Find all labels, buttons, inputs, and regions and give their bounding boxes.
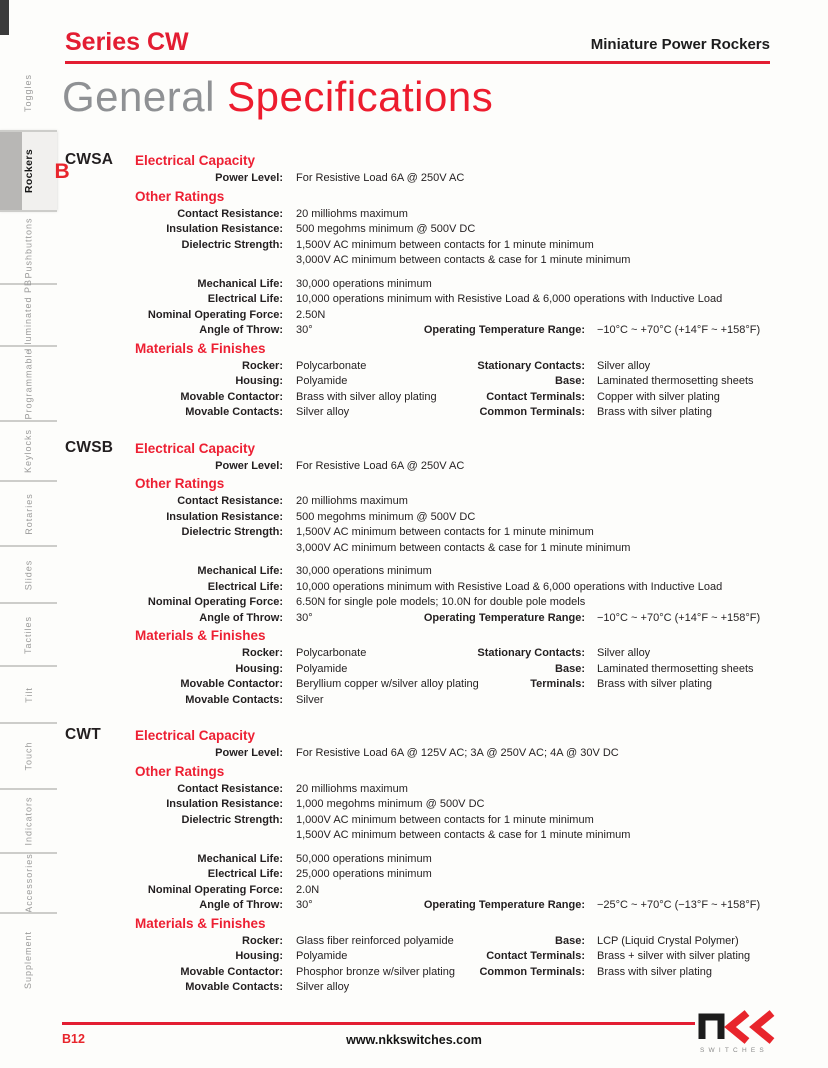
- spec-row: [57, 459, 828, 475]
- page-edge-mark: [0, 0, 9, 35]
- spec-label: [57, 541, 283, 557]
- spec-label: Angle of Throw:: [199, 324, 283, 336]
- spec-value: Silver alloy: [296, 981, 350, 993]
- sidebar-item-rockers[interactable]: [0, 130, 70, 210]
- gap: [283, 253, 296, 269]
- spec-pair: [296, 390, 585, 406]
- spec-value: Polycarbonate: [296, 647, 367, 659]
- spec-label: Terminals:: [530, 678, 585, 690]
- spec-label: Housing:: [235, 375, 283, 387]
- spec-label: Movable Contacts:: [185, 406, 283, 418]
- spec-label: Electrical Life:: [207, 868, 283, 880]
- spec-label: Dielectric Strength:: [181, 238, 283, 251]
- spec-label: Dielectric Strength:: [181, 813, 283, 826]
- spec-value: 1,500V AC minimum between contacts & case for 1 minute minimum: [296, 829, 631, 841]
- spec-label: Insulation Resistance:: [166, 223, 283, 235]
- spec-value: Brass + silver with silver plating: [597, 950, 751, 962]
- spec-label: Housing:: [235, 662, 283, 675]
- spec-value: Copper with silver plating: [597, 390, 720, 403]
- spec-row: [57, 405, 828, 421]
- spec-value: 1,500V AC minimum between contacts for 1 minute minimum: [296, 526, 594, 538]
- series-title: Series CW: [65, 28, 189, 56]
- spec-row: [57, 949, 828, 965]
- spec-value: 25,000 operations minimum: [296, 868, 432, 880]
- spec-row: [57, 646, 828, 662]
- spec-row: [57, 883, 828, 899]
- subsection-heading: Materials & Finishes: [135, 340, 266, 356]
- spec-label: Dielectric Strength:: [181, 526, 283, 538]
- spec-value: 30°: [296, 611, 313, 624]
- sidebar-item-label: Keylocks: [23, 428, 34, 474]
- gap: [585, 677, 597, 693]
- spec-row: [57, 980, 828, 996]
- spec-row: [57, 238, 828, 254]
- sidebar-item-accessories[interactable]: [0, 852, 57, 912]
- spec-value: Beryllium copper w/silver alloy plating: [296, 678, 479, 690]
- sidebar-item-label: Accessories: [23, 853, 34, 913]
- spec-value: Polyamide: [296, 375, 348, 387]
- spec-row: [57, 867, 828, 883]
- spec-value: 20 milliohms maximum: [296, 495, 408, 507]
- spec-row: [57, 693, 828, 709]
- spec-label: Rocker:: [242, 359, 283, 372]
- sidebar-item-toggles[interactable]: [0, 56, 57, 130]
- spec-value: 6.50N for single pole models; 10.0N for double pole models: [296, 596, 586, 608]
- spec-label: Base:: [555, 662, 585, 675]
- header-rule: [65, 61, 770, 64]
- spec-label: Common Terminals:: [479, 965, 585, 978]
- spec-row: [57, 510, 828, 526]
- spec-row: [57, 852, 828, 868]
- spec-label: Contact Resistance:: [177, 782, 283, 795]
- sidebar-item-tilt[interactable]: [0, 665, 57, 722]
- spec-row: [57, 390, 828, 406]
- page-footer: [0, 1006, 828, 1068]
- spec-pair: [296, 405, 585, 421]
- spec-row: [57, 813, 828, 829]
- spec-label: Movable Contacts:: [185, 693, 283, 706]
- website-link[interactable]: www.nkkswitches.com: [346, 1033, 482, 1047]
- gap: [585, 405, 597, 421]
- gap: [585, 390, 597, 406]
- page-body: [54, 0, 828, 1015]
- spec-label: Mechanical Life:: [197, 277, 283, 290]
- spec-sections: [54, 151, 828, 996]
- spec-label: Insulation Resistance:: [166, 510, 283, 523]
- spec-value: −10°C ~ +70°C (+14°F ~ +158°F): [597, 611, 761, 624]
- spec-label: Nominal Operating Force:: [147, 883, 283, 896]
- gap: [283, 693, 296, 709]
- sidebar-item-keylocks[interactable]: [0, 420, 57, 480]
- spec-value: 20 milliohms maximum: [296, 207, 408, 220]
- spec-value: Brass with silver plating: [597, 406, 712, 418]
- gap: [283, 662, 296, 678]
- model-id: CWSB: [65, 438, 114, 456]
- spec-row: [57, 611, 828, 627]
- spec-value: Glass fiber reinforced polyamide: [296, 934, 454, 947]
- gap: [283, 277, 296, 293]
- sidebar-item-label: Indicators: [23, 796, 34, 846]
- gap: [283, 510, 296, 526]
- gap: [283, 580, 296, 596]
- spec-row: [57, 374, 828, 390]
- spec-label: Power Level:: [215, 747, 283, 759]
- sidebar-item-rotaries[interactable]: [0, 480, 57, 545]
- model-id: CWT: [65, 726, 101, 743]
- gap: [283, 541, 296, 557]
- spec-row: [57, 277, 828, 293]
- spec-value: 30,000 operations minimum: [296, 565, 432, 577]
- gap: [585, 611, 597, 627]
- spec-label: Rocker:: [242, 934, 283, 947]
- spec-label: Electrical Life:: [207, 580, 283, 593]
- sidebar-item-label: Rockers: [23, 148, 36, 194]
- gap: [283, 207, 296, 223]
- spec-label: Electrical Life:: [207, 293, 283, 305]
- spec-row: [57, 308, 828, 324]
- spec-label: Contact Terminals:: [486, 950, 585, 962]
- spec-row: [57, 541, 828, 557]
- spec-value: 10,000 operations minimum with Resistive Load & 6,000 operations with Inductive Load: [296, 293, 723, 305]
- spec-label: Stationary Contacts:: [477, 647, 585, 659]
- gap: [283, 405, 296, 421]
- gap: [283, 390, 296, 406]
- spec-value: 1,000V AC minimum between contacts for 1 minute minimum: [296, 813, 594, 826]
- spec-value: Polyamide: [296, 662, 348, 675]
- spec-value: 30°: [296, 899, 313, 911]
- spec-label: Contact Terminals:: [486, 390, 585, 403]
- spec-label: Movable Contactor:: [180, 965, 283, 978]
- sidebar-item-pushbuttons[interactable]: [0, 210, 57, 283]
- sidebar-item-touch[interactable]: [0, 722, 57, 788]
- gap: [283, 238, 296, 254]
- gap: [283, 359, 296, 375]
- gap: [283, 852, 296, 868]
- spec-value: LCP (Liquid Crystal Polymer): [597, 934, 739, 947]
- gap: [585, 662, 597, 678]
- gap: [283, 595, 296, 611]
- nkk-logo-glyphs: [696, 1008, 784, 1054]
- spec-label: Base:: [555, 375, 585, 387]
- row-spacer: [57, 844, 828, 852]
- spec-value: Phosphor bronze w/silver plating: [296, 965, 455, 978]
- gap: [585, 949, 597, 965]
- gap: [283, 374, 296, 390]
- gap: [283, 883, 296, 899]
- spec-row: [57, 207, 828, 223]
- spec-label: Power Level:: [215, 459, 283, 472]
- spec-pair: [296, 611, 585, 627]
- subsection-heading: Electrical Capacity: [135, 153, 256, 168]
- spec-label: Contact Resistance:: [177, 495, 283, 507]
- spec-row: [57, 564, 828, 580]
- spec-label: Operating Temperature Range:: [423, 611, 585, 624]
- spec-value: −10°C ~ +70°C (+14°F ~ +158°F): [597, 324, 761, 336]
- sidebar-item-supplement[interactable]: [0, 912, 57, 1005]
- spec-row: [57, 359, 828, 375]
- spec-pair: [296, 646, 585, 662]
- spec-label: Insulation Resistance:: [166, 798, 283, 810]
- spec-row: [57, 323, 828, 339]
- spec-label: Housing:: [235, 950, 283, 962]
- sidebar-item-label: Tactiles: [23, 615, 34, 654]
- gap: [283, 611, 296, 627]
- sidebar-item-label: Rotaries: [23, 492, 34, 535]
- spec-label: Rocker:: [242, 647, 283, 659]
- product-title: Miniature Power Rockers: [590, 36, 770, 53]
- spec-value: 10,000 operations minimum with Resistive Load & 6,000 operations with Inductive Load: [296, 580, 723, 593]
- spec-pair: [296, 374, 585, 390]
- spec-row: [57, 797, 828, 813]
- subsection-heading: Materials & Finishes: [135, 915, 266, 931]
- subsection-heading: Materials & Finishes: [135, 628, 266, 643]
- spec-row: [57, 782, 828, 798]
- gap: [283, 980, 296, 996]
- spec-value: Brass with silver plating: [597, 678, 712, 690]
- spec-label: Nominal Operating Force:: [147, 596, 283, 608]
- spec-value: For Resistive Load 6A @ 125V AC; 3A @ 250V AC; 4A @ 30V DC: [296, 747, 619, 759]
- gap: [283, 797, 296, 813]
- gap: [283, 828, 296, 844]
- spec-row: [57, 525, 828, 541]
- spec-value: Silver: [296, 693, 324, 706]
- nkk-logo: [696, 1008, 784, 1059]
- sidebar-item-illuminated-pb[interactable]: [0, 278, 57, 352]
- spec-row: [57, 677, 828, 693]
- subsection-heading: Electrical Capacity: [135, 728, 256, 743]
- sidebar-item-label: Toggles: [23, 73, 34, 113]
- spec-value: Laminated thermosetting sheets: [597, 662, 754, 675]
- subsection-heading: Other Ratings: [135, 188, 225, 204]
- page-header: [65, 28, 770, 56]
- gap: [585, 646, 597, 662]
- spec-pair: [296, 965, 585, 981]
- spec-value: 2.50N: [296, 308, 326, 321]
- gap: [283, 459, 296, 475]
- section-cwt: [57, 727, 828, 996]
- spec-label: [57, 253, 283, 269]
- spec-label: Stationary Contacts:: [477, 359, 585, 372]
- logo-subtext: SWITCHES: [700, 1047, 768, 1054]
- spec-row: [57, 494, 828, 510]
- sidebar-item-label: Touch: [23, 741, 34, 771]
- gap: [585, 965, 597, 981]
- spec-value: 3,000V AC minimum between contacts & case for 1 minute minimum: [296, 541, 631, 554]
- spec-value: 30°: [296, 324, 313, 336]
- spec-label: Nominal Operating Force:: [147, 308, 283, 321]
- spec-value: Polyamide: [296, 950, 348, 962]
- gap: [283, 949, 296, 965]
- sidebar-item-label: Pushbuttons: [23, 216, 34, 279]
- category-sidebar: [0, 56, 70, 1005]
- gap: [585, 323, 597, 339]
- gap: [283, 171, 296, 187]
- sidebar-item-label: Tilt: [23, 686, 34, 703]
- gap: [585, 359, 597, 375]
- spec-value: Brass with silver alloy plating: [296, 390, 437, 403]
- sidebar-item-label: Supplement: [23, 930, 34, 989]
- spec-row: [57, 898, 828, 914]
- sidebar-item-tactiles[interactable]: [0, 602, 57, 665]
- gap: [283, 222, 296, 238]
- spec-value: −25°C ~ +70°C (−13°F ~ +158°F): [597, 899, 761, 911]
- spec-pair: [296, 677, 585, 693]
- spec-value: 30,000 operations minimum: [296, 277, 432, 290]
- spec-pair: [296, 359, 585, 375]
- gap: [585, 898, 597, 914]
- gap: [283, 646, 296, 662]
- gap: [283, 323, 296, 339]
- spec-row: [57, 171, 828, 187]
- gap: [283, 494, 296, 510]
- gap: [585, 934, 597, 950]
- spec-value: 500 megohms minimum @ 500V DC: [296, 223, 476, 235]
- spec-value: For Resistive Load 6A @ 250V AC: [296, 459, 465, 472]
- spec-value: Silver alloy: [597, 359, 651, 372]
- spec-row: [57, 222, 828, 238]
- spec-pair: [296, 898, 585, 914]
- gap: [283, 934, 296, 950]
- title-word-specifications: Specifications: [227, 73, 494, 120]
- spec-row: [57, 253, 828, 269]
- spec-row: [57, 746, 828, 762]
- sidebar-item-programmable[interactable]: [0, 345, 57, 420]
- spec-value: Silver alloy: [296, 406, 350, 418]
- spec-value: 20 milliohms maximum: [296, 782, 408, 795]
- row-spacer: [57, 269, 828, 277]
- spec-value: For Resistive Load 6A @ 250V AC: [296, 172, 465, 184]
- gap: [283, 746, 296, 762]
- spec-label: Movable Contacts:: [185, 981, 283, 993]
- spec-label: Angle of Throw:: [199, 611, 283, 624]
- spec-label: Power Level:: [215, 172, 283, 184]
- spec-value: 1,500V AC minimum between contacts for 1 minute minimum: [296, 238, 594, 251]
- spec-label: Contact Resistance:: [177, 207, 283, 220]
- spec-label: Mechanical Life:: [197, 852, 283, 865]
- spec-pair: [296, 934, 585, 950]
- spec-label: Mechanical Life:: [197, 565, 283, 577]
- gap: [283, 292, 296, 308]
- sidebar-item-slides[interactable]: [0, 545, 57, 602]
- spec-label: [57, 828, 283, 844]
- subsection-heading: Other Ratings: [135, 763, 225, 779]
- gap: [283, 813, 296, 829]
- spec-label: Angle of Throw:: [199, 899, 283, 911]
- subsection-heading: Electrical Capacity: [135, 440, 256, 456]
- spec-label: Operating Temperature Range:: [423, 899, 585, 911]
- spec-value: Laminated thermosetting sheets: [597, 375, 754, 387]
- gap: [283, 782, 296, 798]
- spec-value: 3,000V AC minimum between contacts & case for 1 minute minimum: [296, 254, 631, 266]
- spec-value: 500 megohms minimum @ 500V DC: [296, 510, 476, 523]
- gap: [283, 564, 296, 580]
- spec-row: [57, 580, 828, 596]
- spec-label: Base:: [555, 934, 585, 947]
- gap: [283, 308, 296, 324]
- spec-row: [57, 292, 828, 308]
- sidebar-item-label: Programmable: [23, 347, 34, 420]
- section-cwsb: [57, 440, 828, 709]
- section-cwsa: [54, 151, 828, 421]
- spec-pair: [296, 949, 585, 965]
- sidebar-item-label: Slides: [23, 559, 34, 590]
- model-id: CWSA: [65, 151, 114, 168]
- title-space: [215, 73, 227, 120]
- spec-row: [57, 828, 828, 844]
- spec-label: Common Terminals:: [479, 406, 585, 418]
- row-spacer: [57, 556, 828, 564]
- gap: [283, 898, 296, 914]
- spec-pair: [296, 323, 585, 339]
- spec-pair: [296, 662, 585, 678]
- spec-value: 50,000 operations minimum: [296, 852, 432, 865]
- page-number: B12: [62, 1032, 85, 1046]
- gap: [283, 965, 296, 981]
- sidebar-item-indicators[interactable]: [0, 788, 57, 852]
- spec-row: [57, 662, 828, 678]
- spec-row: [57, 965, 828, 981]
- spec-label: Movable Contactor:: [180, 390, 283, 403]
- spec-value: Silver alloy: [597, 647, 651, 659]
- sidebar-item-label: Illuminated PB: [23, 278, 34, 352]
- spec-value: 2.0N: [296, 883, 320, 896]
- footer-rule: [62, 1022, 695, 1025]
- spec-label: Operating Temperature Range:: [423, 324, 585, 336]
- title-word-general: General: [62, 73, 215, 120]
- page-title: [62, 72, 828, 122]
- gap: [585, 374, 597, 390]
- gap: [283, 677, 296, 693]
- gap: [283, 525, 296, 541]
- spec-value: 1,000 megohms minimum @ 500V DC: [296, 798, 485, 810]
- spec-value: Polycarbonate: [296, 359, 367, 372]
- section-letter-badge: B: [54, 159, 70, 183]
- spec-row: [57, 934, 828, 950]
- spec-label: Movable Contactor:: [180, 678, 283, 690]
- active-tab-indicator: [0, 132, 22, 210]
- gap: [283, 867, 296, 883]
- subsection-heading: Other Ratings: [135, 476, 225, 491]
- spec-row: [57, 595, 828, 611]
- spec-value: Brass with silver plating: [597, 965, 712, 978]
